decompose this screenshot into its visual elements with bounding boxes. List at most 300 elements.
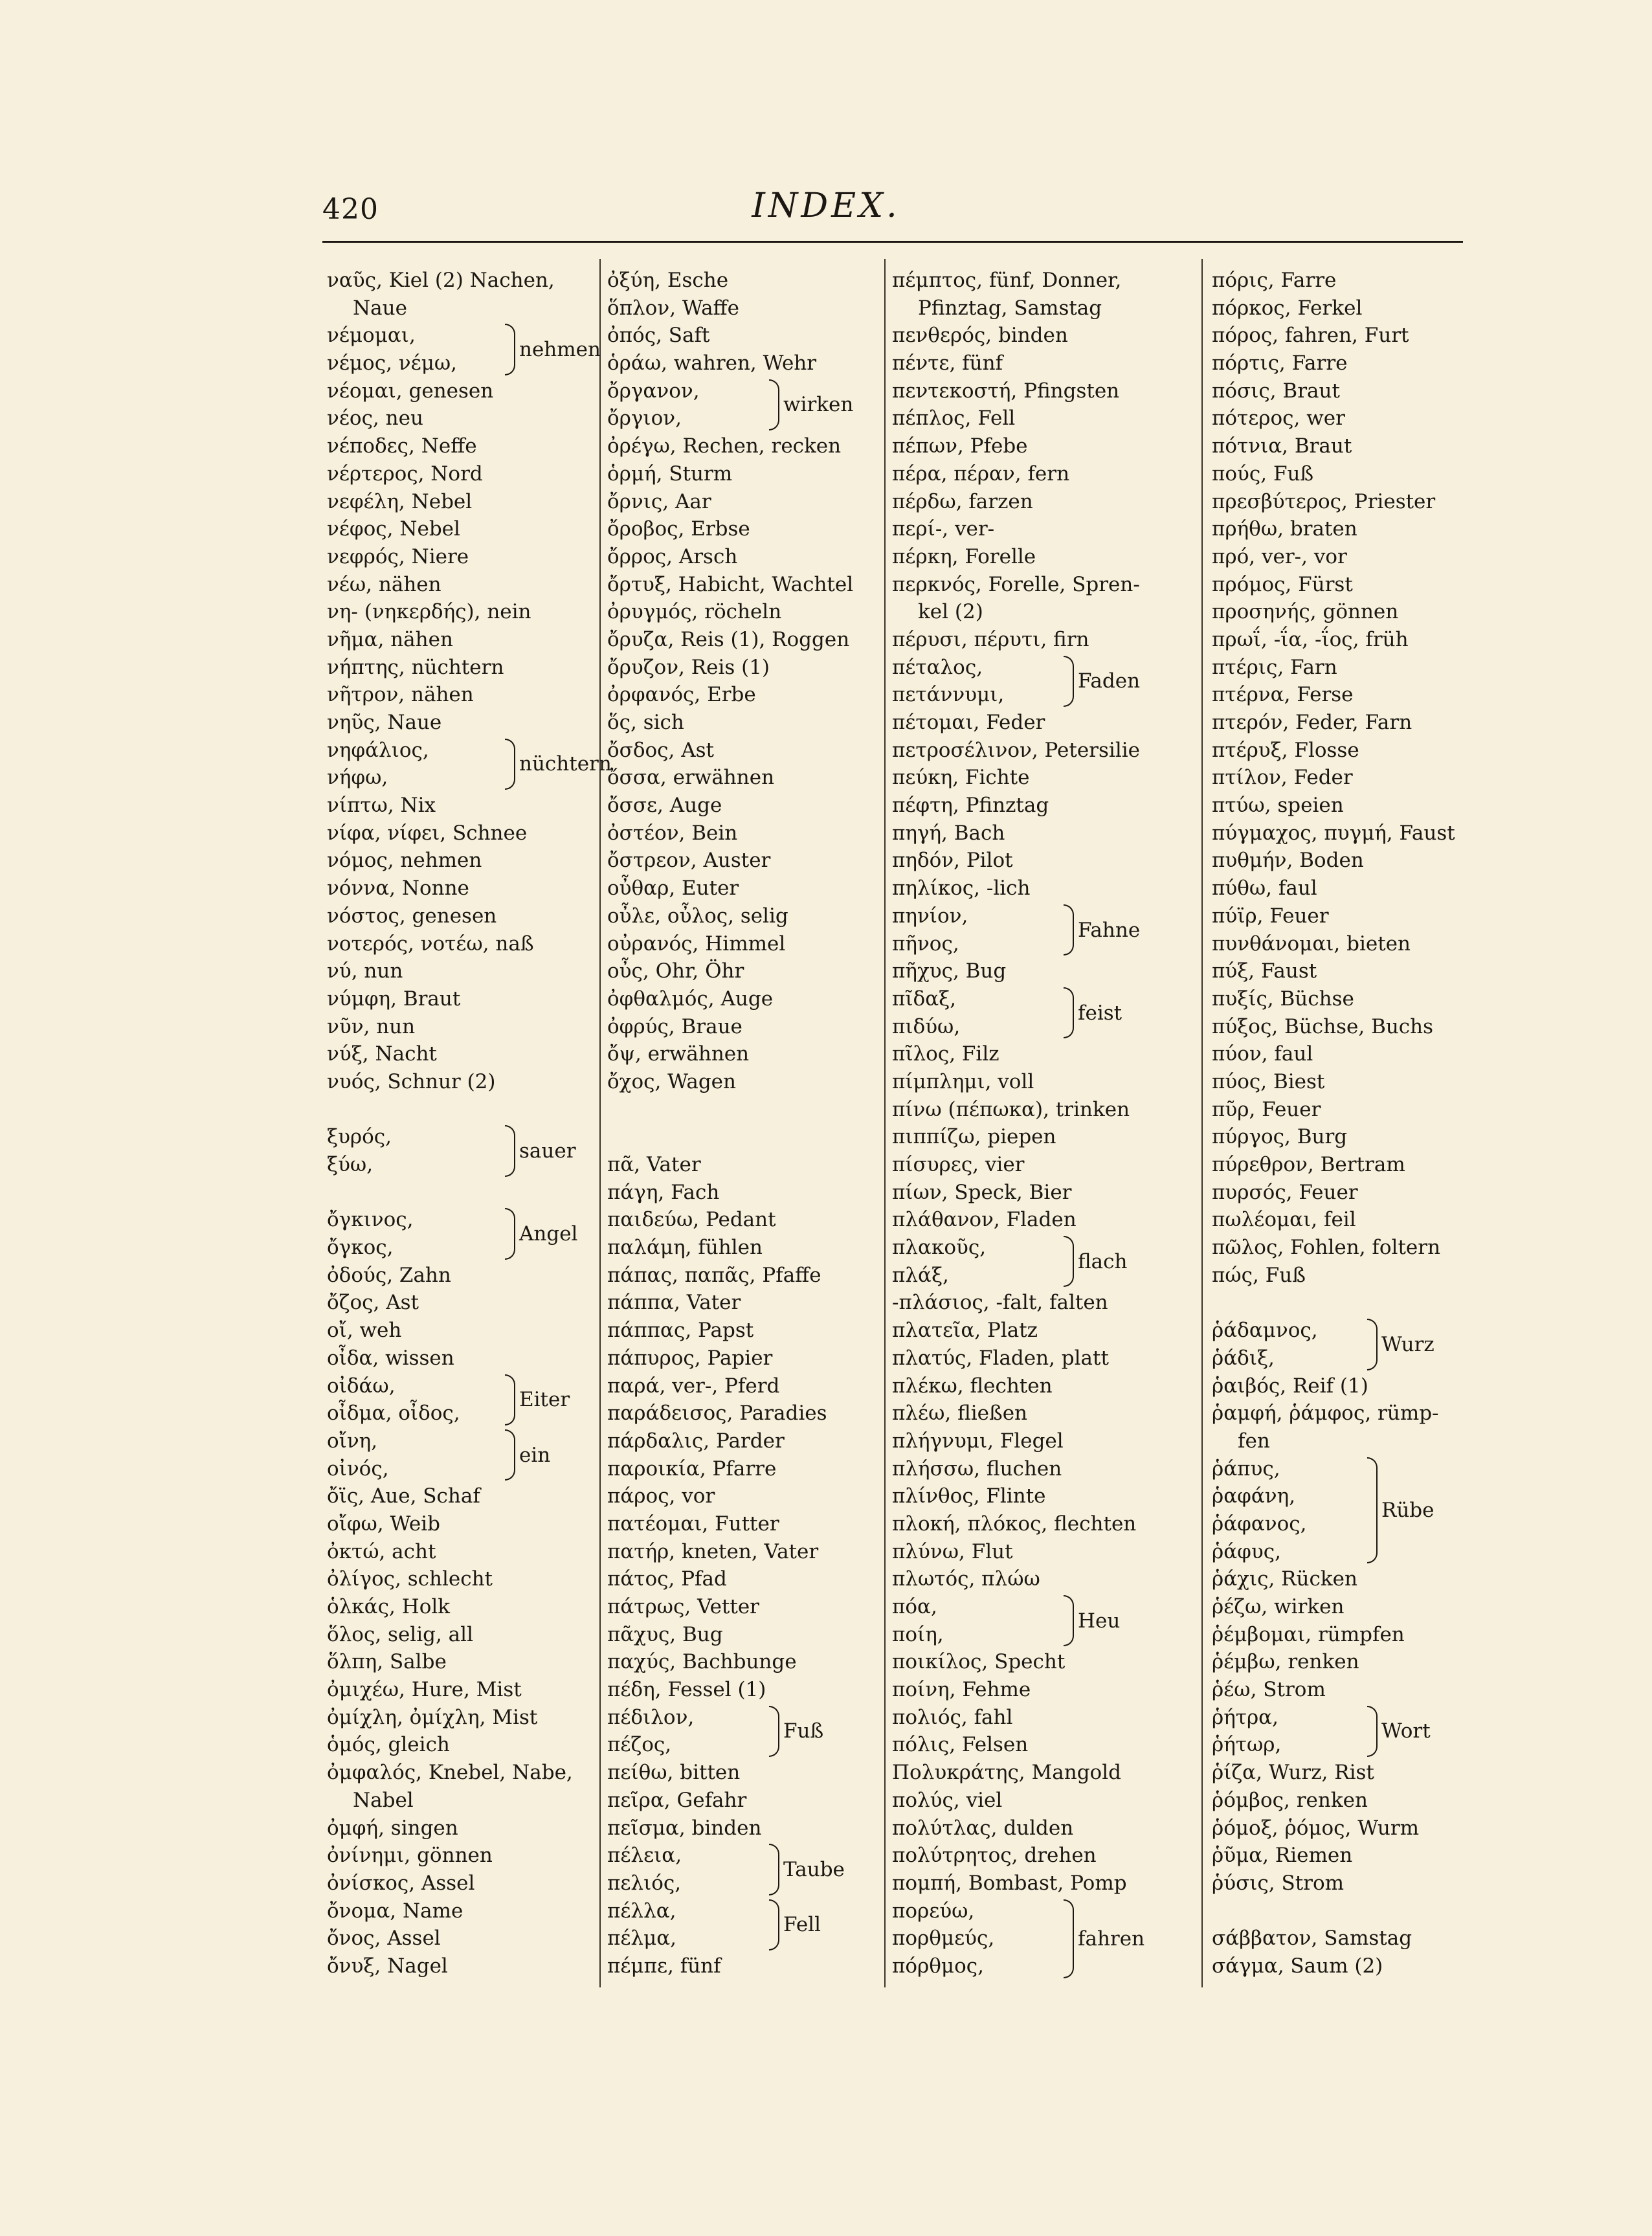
index-entry: νύξ, Nacht [327,1042,437,1066]
index-entry: πλήγνυμι, Flegel [892,1429,1064,1453]
index-entry: πάππα, Vater [607,1291,741,1315]
index-entry-headword: νήφω, [327,766,388,790]
index-entry: οἴφω, Weib [327,1512,440,1536]
index-entry: πέφτη, Pfinztag [892,794,1049,818]
index-entry: ὀρέγω, Rechen, recken [607,434,842,458]
index-entry: ῥάχις, Rücken [1212,1567,1357,1591]
index-entry: ὀκτώ, acht [327,1539,436,1563]
index-entry: πᾶ, Vater [607,1153,701,1176]
index-entry: παρά, ver-, Pferd [607,1374,780,1398]
index-entry: περκνός, Forelle, Spren- [892,572,1140,596]
index-entry: ὀρυγμός, röcheln [607,600,782,624]
index-entry: πρό, ver-, vor [1212,544,1347,568]
index-entry: ὀδούς, Zahn [327,1263,451,1287]
index-entry: πηδόν, Pilot [892,849,1013,873]
index-entry: πείθω, bitten [607,1761,741,1785]
index-entry: παράδεισος, Paradies [607,1402,827,1425]
index-entry-headword: πορεύω, [892,1899,975,1923]
index-entry: νέποδες, Neffe [327,434,477,458]
index-entry: οὖς, Ohr, Öhr [607,959,744,983]
index-entry: ῥῦμα, Riemen [1212,1844,1353,1868]
index-entry: πτερόν, Feder, Farn [1212,711,1412,734]
index-entry: πῆχυς, Bug [892,959,1007,983]
index-entry: ὅπλον, Waffe [607,296,739,320]
index-entry: ὀνίνημι, gönnen [327,1844,493,1868]
index-entry: πολύτλας, dulden [892,1816,1074,1840]
index-entry-headword: πῆνος, [892,932,959,956]
curly-brace [1064,1899,1074,1978]
curly-brace [1064,987,1074,1038]
index-entry: πενθερός, binden [892,324,1068,348]
index-entry: ὄσδος, Ast [607,738,714,762]
index-entry: περί-, ver- [892,517,995,541]
index-entry: πύρεθρον, Bertram [1212,1153,1405,1176]
index-entry: πέτομαι, Feder [892,711,1045,734]
index-entry: παιδεύω, Pedant [607,1208,776,1232]
index-entry: πρωΐ, -ΐα, -ΐος, früh [1212,627,1409,651]
index-entry: νοτερός, νοτέω, naß [327,932,534,956]
index-entry: οἴ, weh [327,1319,402,1343]
index-column-3 [892,267,1177,1980]
index-entry: ῥόμβος, renken [1212,1788,1368,1812]
index-entry-headword: ῥήτωρ, [1212,1733,1282,1757]
index-entry: πλίνθος, Flinte [892,1484,1046,1508]
index-entry: οἶδα, wissen [327,1346,454,1370]
column-divider [1201,259,1203,1987]
index-entry: ὁμός, gleich [327,1733,450,1757]
index-entry: πύον, faul [1212,1042,1313,1066]
index-entry-group [892,1897,1177,1980]
index-entry-headword: ῥαφάνη, [1212,1484,1296,1508]
index-entry-gloss: Rübe [1381,1498,1434,1522]
index-entry: ῥέω, Strom [1212,1678,1326,1702]
index-entry-gloss: nehmen [519,338,601,362]
index-entry: ὄσσα, erwähnen [607,766,775,790]
index-entry: ὀφθαλμός, Auge [607,987,774,1011]
index-entry: πύγμαχος, πυγμή, Faust [1212,821,1455,845]
index-entry-group [607,1704,879,1759]
index-entry: πρόμος, Fürst [1212,572,1353,596]
index-entry-group [607,1897,879,1952]
index-column-2 [607,267,879,1980]
index-entry: ὁράω, wahren, Wehr [607,352,817,375]
curly-brace [769,379,779,430]
index-entry: ὄστρεον, Auster [607,849,771,873]
entry-spacer [607,1123,879,1151]
curly-brace [769,1844,779,1895]
page-number: 420 [322,193,379,226]
index-entry-headword: πιδύω, [892,1014,961,1038]
curly-brace [505,1374,515,1425]
index-entry: πατέομαι, Futter [607,1512,779,1536]
index-entry: παροικία, Pfarre [607,1457,777,1481]
index-entry: ὄχος, Wagen [607,1069,736,1093]
index-entry: ὄρυζον, Reis (1) [607,655,770,679]
index-entry: πλατύς, Fladen, platt [892,1346,1109,1370]
index-entry: νόστος, genesen [327,904,497,928]
index-entry-headword: ποίη, [892,1622,944,1646]
index-entry: νη- (νηκερδής), nein [327,600,531,624]
column-divider [599,259,601,1987]
index-entry-headword: πῖδαξ, [892,987,957,1011]
index-entry-headword: πετάννυμι, [892,683,1005,707]
index-entry: πηλίκος, -lich [892,877,1031,900]
index-entry-headword: πόρθμος, [892,1954,984,1978]
index-entry: πτέρνα, Ferse [1212,683,1354,707]
index-entry-group [607,1842,879,1897]
index-entry-gloss: Fuß [783,1719,824,1743]
index-entry-headword: πλάξ, [892,1263,949,1287]
index-entry-group [892,1234,1177,1289]
index-entry: πλοκή, πλόκος, flechten [892,1512,1137,1536]
index-entry: πέρυσι, πέρυτι, firn [892,627,1089,651]
index-entry: πέμπε, fünf [607,1954,721,1978]
index-entry: πότερος, wer [1212,407,1345,430]
curly-brace [1367,1706,1378,1757]
index-entry: προσηνής, gönnen [1212,600,1399,624]
index-entry-headword: πέζος, [607,1733,672,1757]
index-entry: Pfinztag, Samstag [918,296,1102,320]
index-entry: πολύτρητος, drehen [892,1844,1097,1868]
index-entry: νόμος, nehmen [327,849,482,873]
column-divider [884,259,886,1987]
index-entry: πεῖσμα, binden [607,1816,762,1840]
index-entry: πιππίζω, piepen [892,1125,1056,1149]
index-entry-gloss: Heu [1078,1609,1121,1633]
index-entry-headword: πέλεια, [607,1844,682,1868]
curly-brace [1064,1595,1074,1646]
index-entry: ὄψ, erwähnen [607,1042,750,1066]
index-entry: νῆμα, nähen [327,627,453,651]
index-entry: οὖλε, οὖλος, selig [607,904,788,928]
curly-brace [505,739,515,790]
index-entry: νύμφη, Braut [327,987,461,1011]
index-entry: ῥαιβός, Reif (1) [1212,1374,1368,1398]
index-entry: πρεσβύτερος, Priester [1212,489,1436,513]
header-rule [322,241,1463,243]
index-entry: νίπτω, Nix [327,794,436,818]
index-entry: νῦν, nun [327,1014,416,1038]
index-entry: ὀνίσκος, Assel [327,1871,475,1895]
index-entry-gloss: sauer [519,1139,576,1163]
index-entry-gloss: nüchtern [519,752,612,776]
index-entry-group [327,1427,599,1482]
index-entry-headword: οἶδμα, οἶδος, [327,1402,460,1425]
index-entry: -πλάσιος, -falt, falten [892,1291,1108,1315]
index-entry-headword: πελιός, [607,1871,682,1895]
index-entry: νέομαι, genesen [327,379,494,403]
index-entry: πάππας, Papst [607,1319,754,1343]
index-entry: ὁρμή, Sturm [607,462,733,486]
index-entry-gloss: Wurz [1381,1332,1434,1356]
index-entry: νεφέλη, Nebel [327,489,473,513]
index-entry: παλάμη, fühlen [607,1236,763,1260]
index-entry: πέντε, fünf [892,352,1003,375]
index-entry: ὀστέον, Bein [607,821,738,845]
index-entry: ὄρρος, Arsch [607,544,738,568]
index-entry: ὄρυζα, Reis (1), Roggen [607,627,850,651]
index-entry: πετροσέλινον, Petersilie [892,738,1140,762]
index-entry: Naue [353,296,407,320]
index-entry: νέος, neu [327,407,423,430]
curly-brace [1367,1319,1378,1370]
index-entry: πτέρις, Farn [1212,655,1337,679]
index-entry-headword: οἴνη, [327,1429,378,1453]
index-entry: οὖθαρ, Euter [607,877,739,900]
index-entry-group [327,322,599,377]
index-entry: ὀπός, Saft [607,324,710,348]
index-entry-gloss: Fahne [1078,918,1141,942]
index-entry: πᾶχυς, Bug [607,1622,723,1646]
index-entry-gloss: Fell [783,1913,821,1937]
index-entry: πεῖρα, Gefahr [607,1788,747,1812]
index-entry: Πολυκράτης, Mangold [892,1761,1121,1785]
index-entry: πίμπλημι, voll [892,1069,1034,1093]
index-entry-headword: πέταλος, [892,655,983,679]
index-entry-headword: πόα, [892,1595,937,1618]
entry-spacer [327,1179,599,1207]
index-entry: πυξίς, Büchse [1212,987,1354,1011]
index-entry-headword: ῥάφυς, [1212,1539,1281,1563]
index-entry: ῥέμβομαι, rümpfen [1212,1622,1405,1646]
index-entry-headword: ῥάδιξ, [1212,1346,1275,1370]
index-entry-headword: ῥήτρα, [1212,1705,1278,1729]
index-entry-headword: πέλλα, [607,1899,676,1923]
index-entry: πλατεῖα, Platz [892,1319,1038,1343]
index-entry: νέρτερος, Nord [327,462,483,486]
index-entry: παχύς, Bachbunge [607,1650,797,1674]
index-entry: ὀμιχέω, Hure, Mist [327,1678,522,1702]
index-entry: ὅς, sich [607,711,684,734]
index-entry: kel (2) [918,600,983,624]
index-entry: πόρτις, Farre [1212,352,1348,375]
index-entry: ῥύσις, Strom [1212,1871,1345,1895]
index-entry: ὀμίχλη, ὀμίχλη, Mist [327,1705,538,1729]
index-entry-headword: οἰδάω, [327,1374,396,1398]
index-entry-gloss: fahren [1078,1927,1145,1951]
curly-brace [505,1208,515,1259]
index-entry: σάββατον, Samstag [1212,1927,1412,1951]
index-entry: ῥίζα, Wurz, Rist [1212,1761,1374,1785]
index-entry-group [327,1206,599,1261]
index-entry-headword: νέμος, νέμω, [327,352,457,375]
index-entry-group [892,985,1177,1040]
index-column-4 [1212,267,1484,1980]
index-entry: πάπας, παπᾶς, Pfaffe [607,1263,821,1287]
index-entry: ὀφρύς, Braue [607,1014,742,1038]
entry-spacer [1212,1289,1484,1317]
curly-brace [505,1429,515,1481]
curly-brace [1064,904,1074,956]
index-entry-group [892,902,1177,957]
entry-spacer [1212,1897,1484,1925]
index-entry: νύ, nun [327,959,403,983]
index-entry: νίφα, νίφει, Schnee [327,821,528,845]
index-entry: πῦρ, Feuer [1212,1097,1321,1121]
index-entry: πίνω (πέπωκα), trinken [892,1097,1130,1121]
index-entry: πτέρυξ, Flosse [1212,738,1359,762]
index-entry-headword: ῥάφανος, [1212,1512,1307,1536]
index-entry: πλήσσω, fluchen [892,1457,1062,1481]
index-entry: πέπλος, Fell [892,407,1016,430]
index-entry: πούς, Fuß [1212,462,1314,486]
index-entry-headword: ξυρός, [327,1125,392,1149]
index-entry-gloss: feist [1078,1001,1122,1025]
page-title: INDEX. [752,186,900,225]
index-entry: ὄϊς, Aue, Schaf [327,1484,480,1508]
index-entry: πύθω, faul [1212,877,1317,900]
index-entry: ὅλπη, Salbe [327,1650,447,1674]
index-entry: πτίλον, Feder [1212,766,1353,790]
index-entry-headword: πλακοῦς, [892,1236,987,1260]
index-entry: πέρδω, farzen [892,489,1033,513]
index-entry-headword: πορθμεύς, [892,1927,995,1951]
index-entry-gloss: Faden [1078,669,1141,693]
index-entry-group [327,1123,599,1178]
index-entry: ῥέμβω, renken [1212,1650,1359,1674]
index-entry-gloss: flach [1078,1249,1128,1273]
index-entry: ὀλίγος, schlecht [327,1567,493,1591]
index-entry: πῖλος, Filz [892,1042,999,1066]
index-entry: πεντεκοστή, Pfingsten [892,379,1120,403]
index-entry-group [1212,1704,1484,1759]
index-entry-gloss: wirken [783,393,854,417]
index-entry: ποίνη, Fehme [892,1678,1031,1702]
index-entry: ὁλκάς, Holk [327,1595,451,1618]
index-entry: πομπή, Bombast, Pomp [892,1871,1127,1895]
index-entry: πάτος, Pfad [607,1567,727,1591]
curly-brace [1367,1457,1378,1564]
curly-brace [1064,1236,1074,1287]
index-entry-group [1212,1317,1484,1372]
index-entry: πῶλος, Fohlen, foltern [1212,1236,1441,1260]
index-entry: νόννα, Nonne [327,877,469,900]
index-entry-group [1212,1455,1484,1566]
index-entry: ῥαμφή, ῥάμφος, rümp- [1212,1402,1439,1425]
index-entry-headword: πέδιλον, [607,1705,695,1729]
index-entry-headword: ῥάδαμνος, [1212,1319,1318,1343]
index-entry: νυός, Schnur (2) [327,1069,496,1093]
index-entry-headword: ξύω, [327,1153,374,1176]
index-entry: πύος, Biest [1212,1069,1325,1093]
index-entry: πυρσός, Feuer [1212,1180,1358,1204]
index-entry: πλύνω, Flut [892,1539,1013,1563]
index-entry: ὄσσε, Auge [607,794,722,818]
index-entry: πωλέομαι, feil [1212,1208,1356,1232]
index-entry-group [327,1372,599,1427]
curly-brace [505,1125,515,1176]
index-entry: ὀμφή, singen [327,1816,458,1840]
index-entry: πύϊρ, Feuer [1212,904,1329,928]
index-entry: πολιός, fahl [892,1705,1013,1729]
index-entry: πώς, Fuß [1212,1263,1306,1287]
entry-spacer [327,1096,599,1124]
index-entry: πέπων, Pfebe [892,434,1028,458]
index-entry: πατήρ, kneten, Vater [607,1539,819,1563]
index-entry: πόρος, fahren, Furt [1212,324,1409,348]
index-entry: ὄρνις, Aar [607,489,711,513]
index-entry: πέμπτος, fünf, Donner, [892,269,1122,292]
index-entry: ὀμφαλός, Knebel, Nabe, [327,1761,573,1785]
index-entry: πόσις, Braut [1212,379,1340,403]
index-entry: σάγμα, Saum (2) [1212,1954,1383,1978]
index-entry-headword: νέμομαι, [327,324,416,348]
index-entry-group [892,1593,1177,1648]
index-entry: fen [1238,1429,1270,1453]
index-entry: πρήθω, braten [1212,517,1357,541]
entry-spacer [607,1096,879,1124]
curly-brace [1064,656,1074,707]
index-entry: πυνθάνομαι, bieten [1212,932,1411,956]
index-entry: πτύω, speien [1212,794,1344,818]
index-entry: πάρδαλις, Parder [607,1429,785,1453]
index-entry: ποικίλος, Specht [892,1650,1066,1674]
index-entry: πέρκη, Forelle [892,544,1036,568]
index-entry: νηῦς, Naue [327,711,442,734]
index-entry: πλέκω, flechten [892,1374,1053,1398]
index-entry: πεύκη, Fichte [892,766,1030,790]
index-entry: πότνια, Braut [1212,434,1352,458]
index-entry: ναῦς, Kiel (2) Nachen, [327,269,555,292]
index-entry-gloss: Taube [783,1857,845,1881]
index-entry: ὄνος, Assel [327,1927,441,1951]
index-entry: πολύς, viel [892,1788,1003,1812]
index-entry-gloss: Wort [1381,1719,1431,1743]
index-entry: πλέω, fließen [892,1402,1028,1425]
index-entry: πάτρως, Vetter [607,1595,759,1618]
index-entry: ὅλος, selig, all [327,1622,473,1646]
index-entry: νήπτης, nüchtern [327,655,504,679]
index-entry: πόρις, Farre [1212,269,1337,292]
index-entry: πλωτός, πλώω [892,1567,1040,1591]
index-entry-headword: ὄργιον, [607,407,682,430]
index-entry: ῥόμοξ, ῥόμος, Wurm [1212,1816,1420,1840]
index-entry: πύργος, Burg [1212,1125,1348,1149]
curly-brace [505,324,515,375]
index-entry: πόρκος, Ferkel [1212,296,1363,320]
index-entry: πλάθανον, Fladen [892,1208,1077,1232]
index-entry: ὄρτυξ, Habicht, Wachtel [607,572,854,596]
index-entry-gloss: Eiter [519,1388,570,1412]
curly-brace [769,1706,779,1757]
curly-brace [769,1899,779,1951]
index-entry-headword: ῥάπυς, [1212,1457,1280,1481]
index-entry: πίσυρες, vier [892,1153,1025,1176]
index-entry-group [607,377,879,432]
index-entry-headword: οἰνός, [327,1457,389,1481]
index-column-1 [327,267,612,1980]
index-entry: πάπυρος, Papier [607,1346,773,1370]
index-entry: πέδη, Fessel (1) [607,1678,766,1702]
index-entry: πάγη, Fach [607,1180,720,1204]
index-entry: ῥέζω, wirken [1212,1595,1345,1618]
index-entry: οὐρανός, Himmel [607,932,786,956]
index-entry-gloss: ein [519,1443,551,1467]
index-entry: πάρος, vor [607,1484,715,1508]
index-entry: πηγή, Bach [892,821,1005,845]
index-entry: νῆτρον, nähen [327,683,474,707]
index-entry: νέφος, Nebel [327,517,460,541]
index-entry-headword: νηφάλιος, [327,738,429,762]
index-entry: ὀρφανός, Erbe [607,683,756,707]
index-entry-headword: ὄγκος, [327,1236,394,1260]
index-entry: Nabel [353,1788,414,1812]
index-entry: ὄνομα, Name [327,1899,463,1923]
index-entry: πόλις, Felsen [892,1733,1029,1757]
index-entry-group [327,737,612,792]
index-entry: νέω, nähen [327,572,441,596]
index-entry: ὄνυξ, Nagel [327,1954,448,1978]
